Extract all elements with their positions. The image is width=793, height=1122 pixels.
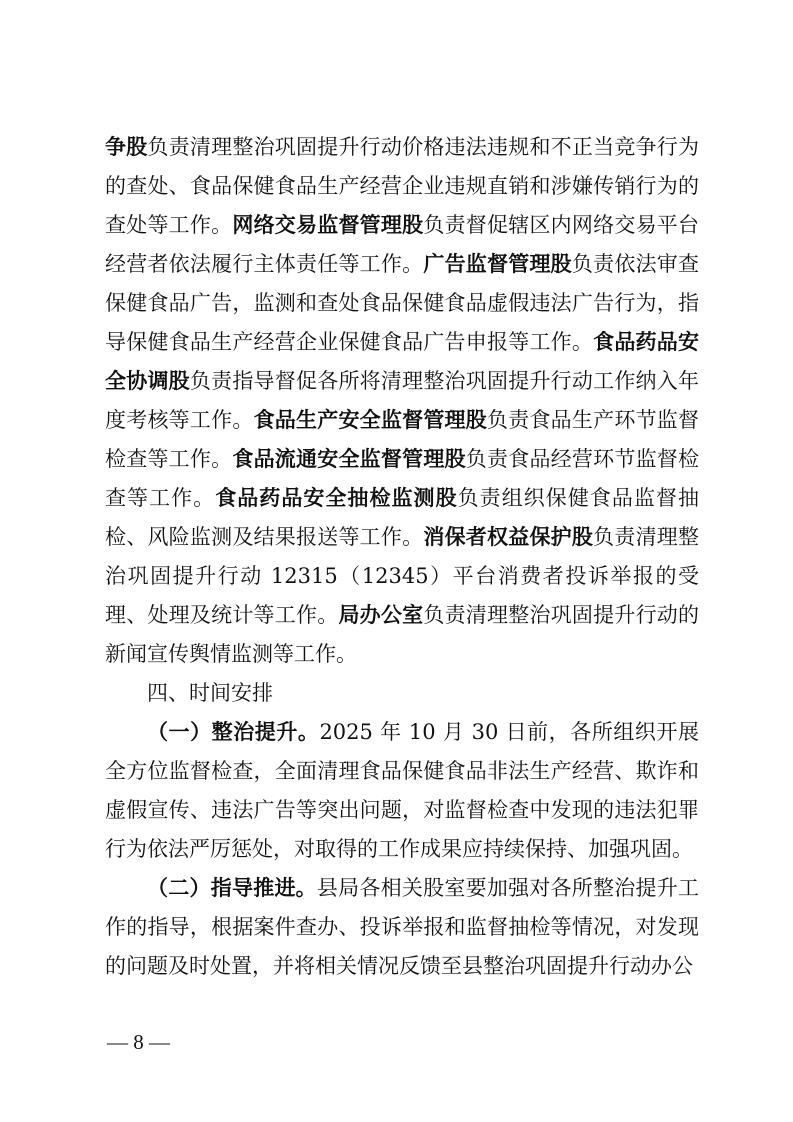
bold-term: 局办公室 [338,603,424,627]
body-text: 负责食品经营环节监督检查等工作。 [105,447,700,510]
bold-term: 消保者权益保护股 [423,525,594,549]
body-text: 负责清理整治巩固提升行动的新闻宣传舆情监测等工作。 [105,603,700,666]
body-text: 负责督促辖区内网络交易平台经营者依法履行主体责任等工作。 [105,213,700,276]
paragraph-item-1 [105,713,699,869]
bold-term: 广告监督管理股 [423,252,572,276]
item-label: （二）指导推进。 [147,876,317,900]
bold-term: 食品流通安全监督管理股 [232,447,466,471]
body-text: 负责清理整治巩固提升行动 12315（12345）平台消费者投诉举报的受理、处理及统计等工作。 [105,525,700,627]
paragraph-responsibilities [105,128,699,674]
section-heading: 四、时间安排 [147,681,273,705]
body-text: 负责依法审查保健食品广告，监测和查处食品保健食品虚假违法广告行为，指导保健食品生产经营企业保健食品广告申报等工作。 [105,252,700,354]
body-text: 负责指导督促各所将清理整治巩固提升行动工作纳入年度考核等工作。 [105,369,699,432]
paragraph-item-2 [105,869,699,986]
item-label: （一）整治提升。 [147,720,320,744]
body-text: 负责食品生产环节监督检查等工作。 [105,408,700,471]
body-text: 负责清理整治巩固提升行动价格违法违规和不正当竞争行为的查处、食品保健食品生产经营企业违规直销和涉嫌传销行为的查处等工作。 [105,135,700,237]
body-text: 负责组织保健食品监督抽检、风险监测及结果报送等工作。 [105,486,700,549]
body-text: 县局各相关股室要加强对各所整治提升工作的指导，根据案件查办、投诉举报和监督抽检等情况，对发现的问题及时处置，并将相关情况反馈至县整治巩固提升行动办公 [105,876,700,978]
page-number: — 8 — [107,1030,170,1054]
bold-term: 争股 [105,135,148,159]
bold-term: 食品生产安全监督管理股 [253,408,488,432]
bold-term: 食品药品安全抽检监测股 [215,486,458,510]
document-body [105,128,699,986]
bold-term: 食品药品安全协调股 [105,330,699,393]
body-text: 2025 年 10 月 30 日前，各所组织开展全方位监督检查，全面清理食品保健食品非法生产经营、欺诈和虚假宣传、违法广告等突出问题，对监督检查中发现的违法犯罪行为依法严厉惩处，对取得的工作成果应持续保持、加强巩固。 [105,720,700,861]
bold-term: 网络交易监督管理股 [232,213,424,237]
